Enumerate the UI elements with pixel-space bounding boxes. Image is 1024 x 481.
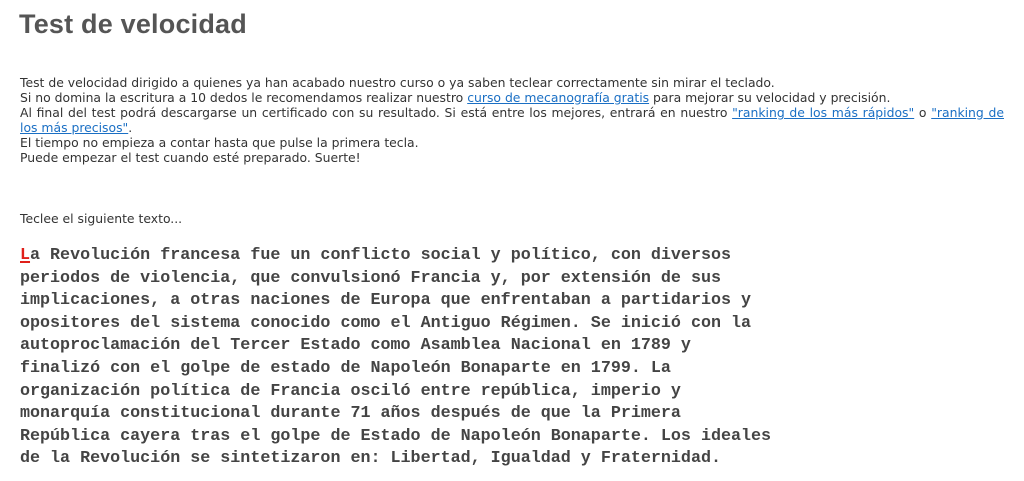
- ranking-precise-link[interactable]: "ranking de los más precisos": [20, 105, 1004, 135]
- remaining-text: a Revolución francesa fue un conflicto social y político, con diversos periodos de violencia, que convulsionó Francia y, por extensión de sus implicaciones, a otras naciones de Europa que enfrentaban a partidarios y opositores del sistema conocido como el Antiguo Régimen. Se inició con la autoproclamación del Tercer Estado como Asamblea Nacional en 1789 y finalizó con el golpe de estado de Napoleón Bonaparte en 1799. La organización política de Francia osciló entre república, imperio y monarquía constitucional durante 71 años después de que la Primera República cayera tras el golpe de Estado de Napoleón Bonaparte. Los ideales de la Revolución se sintetizaron en: Libertad, Igualdad y Fraternidad.: [20, 246, 772, 469]
- intro-ranking-connector: o: [914, 105, 932, 120]
- course-link[interactable]: curso de mecanografía gratis: [467, 90, 650, 105]
- intro-line-audience: Test de velocidad dirigido a quienes ya han acabado nuestro curso o ya saben teclear correctamente sin mirar el teclado.: [20, 75, 775, 90]
- intro-line-ranking: [20, 105, 1004, 135]
- page-title: Test de velocidad: [19, 9, 247, 39]
- intro-course-text: Si no domina la escritura a 10 dedos le recomendamos realizar nuestro: [20, 90, 468, 105]
- ranking-fastest-link[interactable]: "ranking de los más rápidos": [732, 105, 915, 120]
- intro-ranking-text: Al final del test podrá descargarse un certificado con su resultado. Si está entre los mejores, entrará en nuestro: [20, 105, 733, 120]
- typing-instruction: Teclee el siguiente texto...: [20, 211, 183, 226]
- intro-line-ready: Puede empezar el test cuando esté preparado. Suerte!: [20, 150, 361, 165]
- current-character: L: [20, 246, 31, 265]
- intro-course-text-after: para mejorar su velocidad y precisión.: [649, 90, 891, 105]
- intro-line-timer: El tiempo no empieza a contar hasta que pulse la primera tecla.: [20, 135, 419, 150]
- typing-text-area[interactable]: [20, 245, 980, 471]
- intro-line-course: [20, 90, 1004, 105]
- intro-ranking-end: .: [128, 120, 133, 135]
- intro-text: [20, 75, 1004, 165]
